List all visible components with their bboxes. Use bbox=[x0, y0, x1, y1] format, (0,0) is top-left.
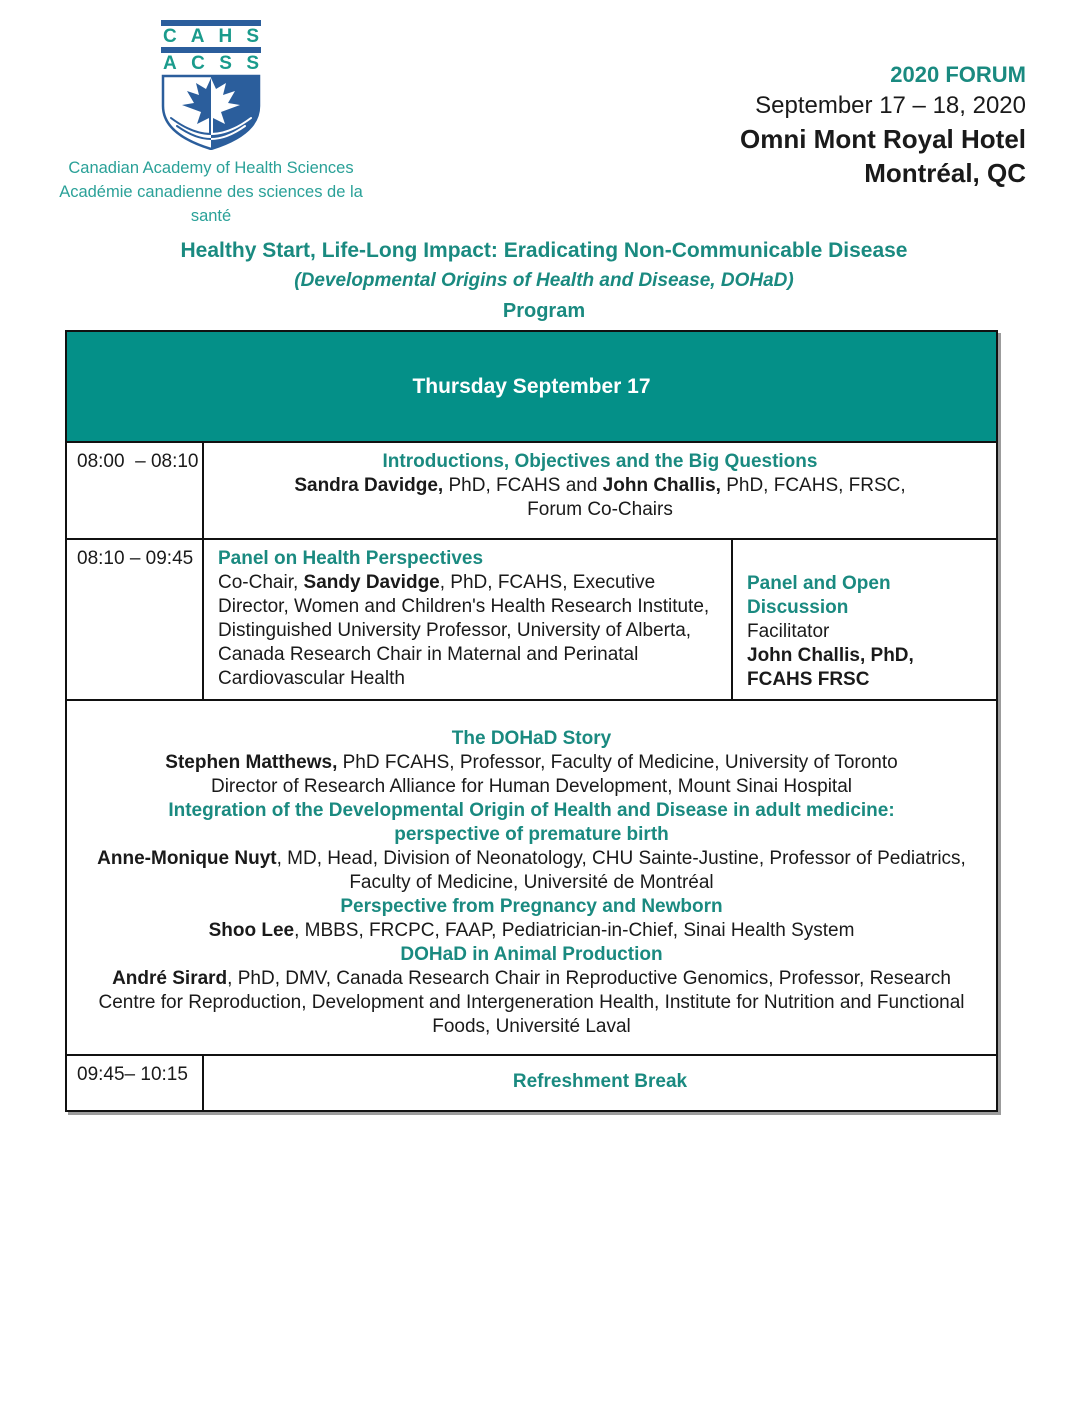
schedule-table bbox=[65, 330, 998, 1112]
organization-block bbox=[44, 20, 378, 228]
session-content bbox=[204, 540, 731, 699]
program-titles bbox=[0, 238, 1088, 324]
logo-acronym-fr: ACSS bbox=[163, 53, 259, 74]
text-line: Introductions, Objectives and the Big Questions bbox=[382, 451, 818, 472]
text-line: John Challis, PhD, FCAHS FRSC bbox=[747, 645, 914, 690]
event-city: Montréal, QC bbox=[864, 158, 1026, 188]
text-line: Director of Research Alliance for Human Development, Mount Sinai Hospital bbox=[210, 776, 853, 797]
text-line: Perspective from Pregnancy and Newborn bbox=[340, 896, 723, 917]
text-line: Sandra Davidge, PhD, FCAHS and John Challis, PhD, FCAHS, FRSC, bbox=[294, 475, 906, 496]
program-label: Program bbox=[502, 300, 586, 322]
text-line: Refreshment Break bbox=[512, 1071, 688, 1092]
session-content bbox=[67, 701, 996, 1054]
session-content bbox=[204, 1056, 996, 1110]
event-venue: Omni Mont Royal Hotel bbox=[740, 124, 1026, 154]
text-line: Co-Chair, Sandy Davidge, PhD, FCAHS, Executive Director, Women and Children's Health Research Institute, Distinguished University Professor, University of Alberta, Canada Research Chair in Maternal and Perinatal Cardiovascular Health bbox=[218, 572, 710, 689]
event-dates: September 17 – 18, 2020 bbox=[755, 92, 1026, 119]
time-cell: 09:45– 10:15 bbox=[67, 1056, 204, 1110]
program-subtitle: (Developmental Origins of Health and Disease, DOHaD) bbox=[294, 270, 794, 291]
text-line: Shoo Lee, MBBS, FRCPC, FAAP, Pediatrician-in-Chief, Sinai Health System bbox=[208, 920, 855, 941]
org-name-french: Académie canadienne des sciences de la santé bbox=[59, 183, 363, 225]
text-line: André Sirard, PhD, DMV, Canada Research Chair in Reproductive Genomics, Professor, Research Centre for Reproduction, Development and Intergeneration Health, Institute for Nutrition and Functional Foods, Université Laval bbox=[98, 968, 965, 1037]
text-line: Anne-Monique Nuyt, MD, Head, Division of Neonatology, CHU Sainte-Justine, Professor of Pediatrics, Faculty of Medicine, Université de Montréal bbox=[97, 848, 966, 893]
cahs-logo-icon bbox=[155, 20, 267, 150]
text-line: Stephen Matthews, PhD FCAHS, Professor, Faculty of Medicine, University of Toronto bbox=[165, 752, 898, 773]
text-line: perspective of premature birth bbox=[394, 824, 669, 845]
time-cell: 08:00 – 08:10 bbox=[67, 443, 204, 538]
text-line: Integration of the Developmental Origin of Health and Disease in adult medicine: bbox=[168, 800, 895, 821]
panel-discussion-cell bbox=[731, 540, 996, 699]
day-header-banner: Thursday September 17 bbox=[67, 332, 996, 443]
text-line: The DOHaD Story bbox=[451, 728, 612, 749]
event-block bbox=[740, 60, 1026, 190]
session-row-refreshment-break bbox=[67, 1054, 996, 1110]
text-line: DOHaD in Animal Production bbox=[400, 944, 663, 965]
org-name-english: Canadian Academy of Health Sciences bbox=[68, 159, 354, 177]
event-title: 2020 FORUM bbox=[890, 62, 1026, 87]
session-content bbox=[204, 443, 996, 538]
session-row-dohad-talks bbox=[67, 699, 996, 1054]
session-row-panel-health-perspectives bbox=[67, 538, 996, 699]
session-row-introductions bbox=[67, 443, 996, 538]
text-line: Facilitator bbox=[747, 621, 830, 642]
logo-acronym-en: CAHS bbox=[163, 26, 259, 47]
text-line: Forum Co-Chairs bbox=[527, 499, 673, 520]
program-title: Healthy Start, Life-Long Impact: Eradicating Non-Communicable Disease bbox=[180, 239, 908, 262]
time-cell: 08:10 – 09:45 bbox=[67, 540, 204, 699]
text-line: Panel and Open Discussion bbox=[747, 573, 891, 618]
text-line: Panel on Health Perspectives bbox=[218, 548, 484, 569]
